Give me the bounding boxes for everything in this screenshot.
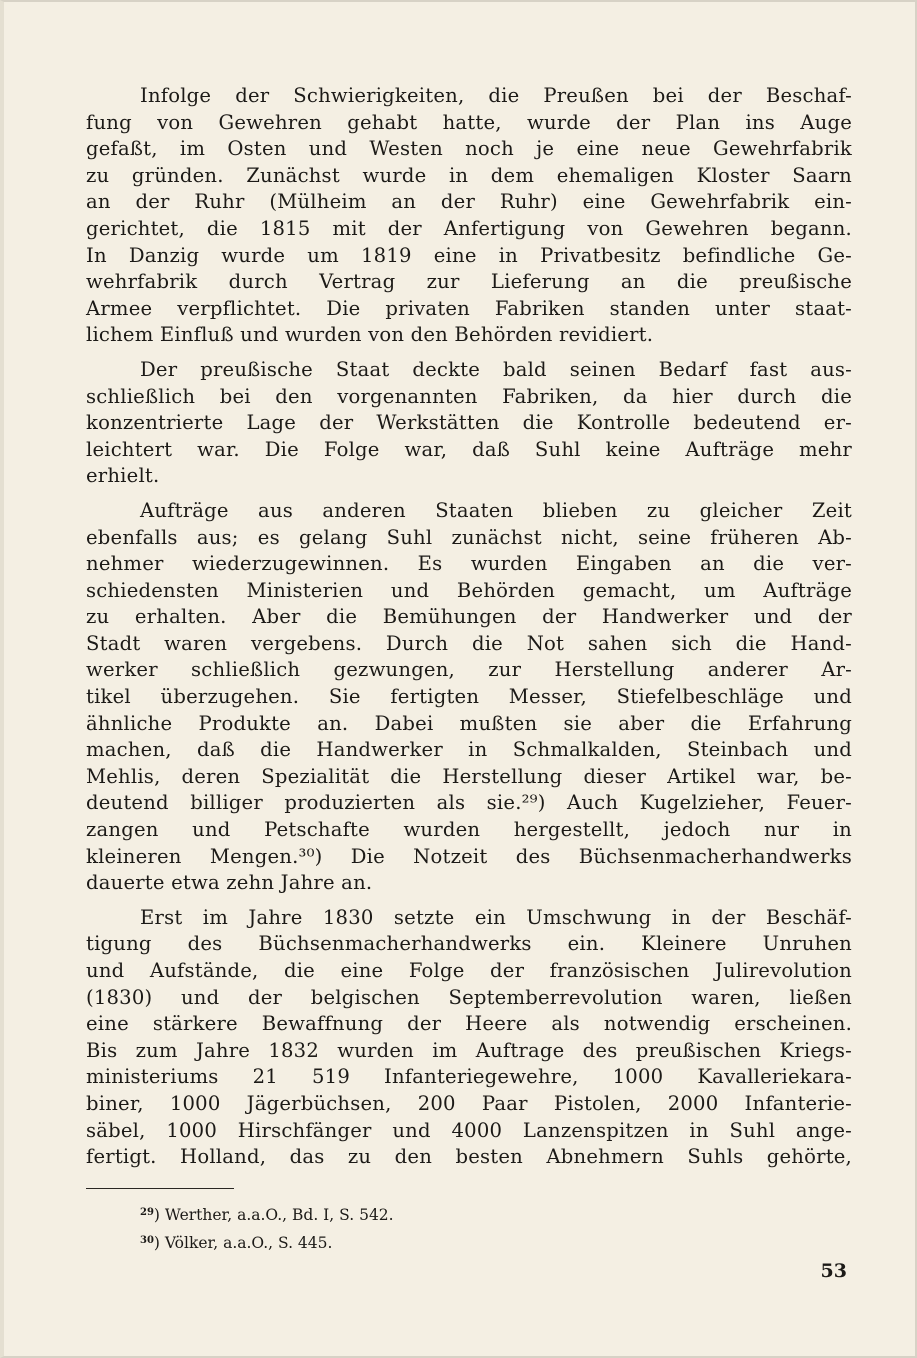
text-line: werker schließlich gezwungen, zur Herstellung anderer Ar-: [86, 658, 852, 682]
text-line: leichtert war. Die Folge war, daß Suhl keine Aufträge mehr: [86, 437, 852, 461]
text-line: tigung des Büchsenmacherhandwerks ein. Kleinere Unruhen: [86, 932, 852, 956]
text-line: fung von Gewehren gehabt hatte, wurde der Plan ins Auge: [86, 110, 852, 134]
text-line: (1830) und der belgischen Septemberrevolution waren, ließen: [86, 985, 852, 1009]
text-line: gefaßt, im Osten und Westen noch je eine neue Gewehrfabrik: [86, 137, 852, 161]
text-line: tikel überzugehen. Sie fertigten Messer, Stiefelbeschläge und: [86, 685, 852, 709]
text-line: lichem Einfluß und wurden von den Behörden revidiert.: [86, 323, 654, 347]
text-line: biner, 1000 Jägerbüchsen, 200 Paar Pistolen, 2000 Infanterie-: [86, 1091, 852, 1115]
footnote-bracket: ): [153, 1234, 165, 1252]
text-line: zu gründen. Zunächst wurde in dem ehemaligen Kloster Saarn: [86, 163, 852, 187]
footnote-30: [140, 1228, 394, 1256]
text-line: zu erhalten. Aber die Bemühungen der Handwerker und der: [86, 605, 852, 629]
text-line: zangen und Petschafte wurden hergestellt, jedoch nur in: [86, 818, 852, 842]
footnote-text: Werther, a.a.O., Bd. I, S. 542.: [164, 1206, 394, 1224]
footnote-number: 30: [140, 1235, 154, 1246]
text-line: ähnliche Produkte an. Dabei mußten sie aber die Erfahrung: [86, 711, 852, 735]
text-line: Infolge der Schwierigkeiten, die Preußen bei der Beschaf-: [140, 84, 852, 107]
text-line: wehrfabrik durch Vertrag zur Lieferung an die preußische: [86, 270, 852, 294]
text-line: Erst im Jahre 1830 setzte ein Umschwung in der Beschäf-: [140, 905, 852, 929]
text-line: säbel, 1000 Hirschfänger und 4000 Lanzenspitzen in Suhl ange-: [86, 1118, 852, 1142]
text-line: schiedensten Ministerien und Behörden gemacht, um Aufträge: [86, 578, 852, 602]
footnote-bracket: ): [153, 1206, 165, 1224]
page-number: 53: [820, 1260, 847, 1282]
text-line: gerichtet, die 1815 mit der Anfertigung von Gewehren begann.: [86, 216, 852, 240]
text-line: fertigt. Holland, das zu den besten Abnehmern Suhls gehörte,: [86, 1145, 852, 1169]
body-text: [86, 83, 852, 1171]
footnote-text: Völker, a.a.O., S. 445.: [164, 1234, 333, 1252]
text-line: Der preußische Staat deckte bald seinen Bedarf fast aus-: [140, 357, 852, 381]
text-line: nehmer wiederzugewinnen. Es wurden Eingaben an die ver-: [86, 552, 852, 576]
text-line: Mehlis, deren Spezialität die Herstellung dieser Artikel war, be-: [86, 764, 852, 788]
paragraph-4: [86, 905, 852, 1171]
text-line: erhielt.: [86, 464, 160, 488]
paragraph-3: [86, 498, 852, 897]
footnotes: [140, 1200, 394, 1256]
text-line: ebenfalls aus; es gelang Suhl zunächst nicht, seine früheren Ab-: [86, 525, 852, 549]
text-line: deutend billiger produzierten als sie.²⁹) Auch Kugelzieher, Feuer-: [86, 791, 852, 815]
text-line: eine stärkere Bewaffnung der Heere als notwendig erscheinen.: [86, 1012, 852, 1036]
footnote-divider: [86, 1188, 234, 1189]
text-line: Stadt waren vergebens. Durch die Not sahen sich die Hand-: [86, 631, 852, 655]
text-line: schließlich bei den vorgenannten Fabriken, da hier durch die: [86, 384, 852, 408]
text-line: kleineren Mengen.³⁰) Die Notzeit des Büchsenmacherhandwerks: [86, 844, 852, 868]
text-line: konzentrierte Lage der Werkstätten die Kontrolle bedeutend er-: [86, 411, 852, 435]
text-line: an der Ruhr (Mülheim an der Ruhr) eine Gewehrfabrik ein-: [86, 190, 852, 214]
text-line: machen, daß die Handwerker in Schmalkalden, Steinbach und: [86, 738, 852, 762]
footnote-29: [140, 1200, 394, 1228]
text-line: dauerte etwa zehn Jahre an.: [86, 871, 373, 895]
text-line: Bis zum Jahre 1832 wurden im Auftrage des preußischen Kriegs-: [86, 1038, 852, 1062]
paragraph-2: [86, 357, 852, 490]
text-line: Aufträge aus anderen Staaten blieben zu gleicher Zeit: [140, 498, 852, 522]
text-line: ministeriums 21 519 Infanteriegewehre, 1000 Kavalleriekara-: [86, 1065, 852, 1089]
paragraph-1: [86, 83, 852, 349]
text-line: Armee verpflichtet. Die privaten Fabriken standen unter staat-: [86, 296, 852, 320]
footnote-number: 29: [140, 1207, 154, 1218]
text-line: und Aufstände, die eine Folge der französischen Julirevolution: [86, 959, 852, 982]
text-line: In Danzig wurde um 1819 eine in Privatbesitz befindliche Ge-: [86, 243, 852, 267]
